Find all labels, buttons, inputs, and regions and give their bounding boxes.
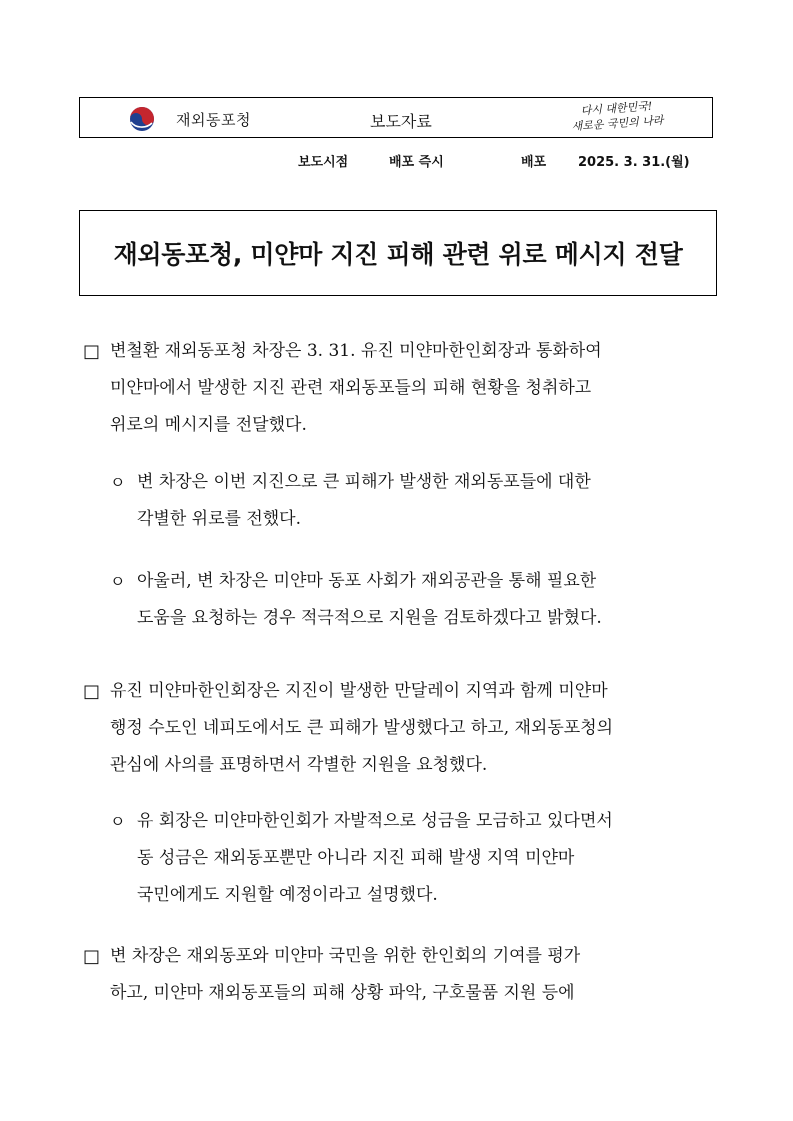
circle-bullet: ㅇ — [110, 473, 126, 492]
title-box — [79, 210, 717, 296]
paragraph-3-line-2: 하고, 미얀마 재외동포들의 피해 상황 파악, 구호물품 지원 등에 — [110, 983, 575, 1003]
distribution-label: 배포 — [521, 155, 547, 170]
paragraph-1-sub-2-line-2: 도움을 요청하는 경우 적극적으로 지원을 검토하겠다고 밝혔다. — [137, 608, 602, 628]
paragraph-1-sub-1-line-2: 각별한 위로를 전했다. — [137, 509, 302, 529]
paragraph-3-line-1: 변 차장은 재외동포와 미얀마 국민을 위한 한인회의 기여를 평가 — [110, 946, 581, 966]
paragraph-2-line-1: 유진 미얀마한인회장은 지진이 발생한 만달레이 지역과 함께 미얀마 — [110, 681, 608, 701]
header-box — [79, 97, 713, 138]
paragraph-2 — [83, 673, 614, 784]
slogan-line-1: 다시 대한민국! — [580, 99, 653, 118]
release-time-label: 보도시점 — [298, 155, 349, 170]
paragraph-1-line-2: 미얀마에서 발생한 지진 관련 재외동포들의 피해 현황을 청취하고 — [110, 378, 592, 398]
paragraph-2-sub-1-line-1: 유 회장은 미얀마한인회가 자발적으로 성금을 모금하고 있다면서 — [137, 811, 613, 831]
distribution-date: 2025. 3. 31.(월) — [578, 155, 690, 170]
paragraph-1-sub-2-line-1: 아울러, 변 차장은 미얀마 동포 사회가 재외공관을 통해 필요한 — [137, 571, 597, 591]
government-logo-icon — [128, 106, 162, 132]
page-title: 재외동포청, 미얀마 지진 피해 관련 위로 메시지 전달 — [113, 240, 683, 269]
paragraph-2-line-3: 관심에 사의를 표명하면서 각별한 지원을 요청했다. — [110, 755, 488, 775]
paragraph-1-line-1: 변철환 재외동포청 차장은 3. 31. 유진 미얀마한인회장과 통화하여 — [110, 341, 602, 361]
paragraph-1-sub-1 — [110, 464, 591, 538]
paragraph-1 — [83, 333, 602, 444]
paragraph-2-line-2: 행정 수도인 네피도에서도 큰 피해가 발생했다고 하고, 재외동포청의 — [110, 718, 614, 738]
circle-bullet: ㅇ — [110, 572, 126, 591]
org-name: 재외동포청 — [176, 111, 251, 129]
paragraph-1-sub-2 — [110, 563, 602, 637]
checkbox-bullet: □ — [83, 946, 101, 967]
paragraph-1-line-3: 위로의 메시지를 전달했다. — [110, 415, 307, 435]
paragraph-1-sub-1-line-1: 변 차장은 이번 지진으로 큰 피해가 발생한 재외동포들에 대한 — [137, 472, 591, 492]
slogan-line-2: 새로운 국민의 나라 — [571, 113, 664, 134]
paragraph-3 — [83, 938, 581, 1012]
doc-type-label: 보도자료 — [370, 112, 432, 131]
release-time-value: 배포 즉시 — [389, 155, 444, 170]
checkbox-bullet: □ — [83, 341, 101, 362]
checkbox-bullet: □ — [83, 681, 101, 702]
circle-bullet: ㅇ — [110, 812, 126, 831]
slogan — [561, 97, 673, 135]
paragraph-2-sub-1 — [110, 803, 613, 914]
paragraph-2-sub-1-line-2: 동 성금은 재외동포뿐만 아니라 지진 피해 발생 지역 미얀마 — [137, 848, 575, 868]
paragraph-2-sub-1-line-3: 국민에게도 지원할 예정이라고 설명했다. — [137, 885, 438, 905]
